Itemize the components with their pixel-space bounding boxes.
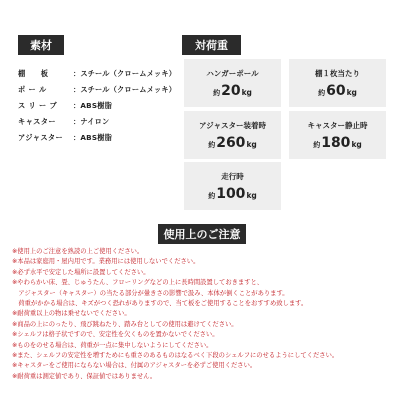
note-line: ※やわらかい床、畳、じゅうたん、フローリングなどの上に長時間設置しておきますと、 xyxy=(12,279,264,287)
load-card-hanger-pole xyxy=(184,59,281,107)
note-line: ※ものをのせる場合は、荷重が一点に集中しないようにしてください。 xyxy=(12,341,213,349)
material-row xyxy=(18,130,183,146)
material-value: ：スチール（クロームメッキ） xyxy=(73,85,177,94)
material-label: アジャスター xyxy=(18,133,64,142)
material-label: 棚 板 xyxy=(18,69,49,78)
materials-heading: 素材 xyxy=(18,35,64,55)
material-value: ：スチール（クロームメッキ） xyxy=(73,69,177,78)
note-line: ※シェルフは格子状ですので、安定性を欠くものを置かないでください。 xyxy=(12,331,219,339)
load-card-title: ハンガーポール xyxy=(206,69,259,78)
approx-label: 約 xyxy=(208,192,216,200)
load-card-caster-static xyxy=(289,111,386,159)
load-card-moving xyxy=(184,162,281,210)
note-line: ※キャスターをご使用にならない場合は、付属のアジャスターを必ずご使用ください。 xyxy=(12,362,257,370)
load-card-value xyxy=(213,84,252,98)
load-number: 20 xyxy=(221,83,241,99)
load-unit: kg xyxy=(346,88,357,97)
load-card-adjuster xyxy=(184,111,281,159)
approx-label: 約 xyxy=(213,89,221,97)
load-card-title: キャスター静止時 xyxy=(307,121,368,130)
note-line: ※本品は家庭用・屋内用です。業務用には使用しないでください。 xyxy=(12,258,200,266)
material-value: ：ナイロン xyxy=(73,117,110,126)
usage-notes-heading: 使用上のご注意 xyxy=(158,224,246,244)
note-line: ※必ず水平で安定した場所に設置してください。 xyxy=(12,268,150,276)
material-label: キャスター xyxy=(18,117,56,126)
load-card-per-shelf xyxy=(289,59,386,107)
usage-notes-list xyxy=(12,247,396,382)
material-value: ：ABS樹脂 xyxy=(73,133,112,142)
material-row xyxy=(18,98,183,114)
load-card-value xyxy=(208,136,257,150)
material-row xyxy=(18,114,183,130)
materials-list xyxy=(18,66,183,146)
load-number: 260 xyxy=(216,135,246,151)
load-card-title: 走行時 xyxy=(221,172,244,181)
note-line: ※また、シェルフの安定性を増すためにも重さのあるものはなるべく下段のシェルフにのせるようにしてください。 xyxy=(12,351,339,359)
approx-label: 約 xyxy=(208,141,216,149)
material-row xyxy=(18,82,183,98)
load-card-value xyxy=(208,187,257,201)
load-unit: kg xyxy=(246,140,257,149)
material-label: ポ ー ル xyxy=(18,85,47,94)
load-capacity-heading: 対荷重 xyxy=(182,35,241,55)
load-unit: kg xyxy=(246,191,257,200)
load-number: 180 xyxy=(321,135,351,151)
note-line: アジャスター（キャスター）の当たる部分が暈きさの影響で汲み、本体が倒くことがあります。 xyxy=(12,289,289,297)
note-line: ※使用上のご注意を熟読の上ご使用ください。 xyxy=(12,248,144,255)
load-card-title: 棚１枚当たり xyxy=(315,69,360,78)
load-unit: kg xyxy=(351,140,362,149)
material-label: ス リ ー ブ xyxy=(18,101,58,110)
note-line: ※耐荷重以上の物は乗せないでください。 xyxy=(12,310,131,318)
approx-label: 約 xyxy=(313,141,321,149)
load-number: 100 xyxy=(216,186,246,202)
load-card-title: アジャスター装着時 xyxy=(198,121,267,130)
note-line: 荷重がかかる場合は、キズがつく恐れがありますので、当て板をご使用することをおすすめ致します。 xyxy=(12,299,308,307)
load-card-value xyxy=(313,136,362,150)
load-unit: kg xyxy=(241,88,252,97)
load-card-value xyxy=(318,84,357,98)
material-row xyxy=(18,66,183,82)
approx-label: 約 xyxy=(318,89,326,97)
note-line: ※耐荷重は測定値であり、保証値ではありません。 xyxy=(12,372,157,380)
load-number: 60 xyxy=(326,83,346,99)
note-line: ※商品の上にのったり、飛び跳ねたり、踏み台としての使用は避けてください。 xyxy=(12,320,238,328)
material-value: ：ABS樹脂 xyxy=(73,101,112,110)
